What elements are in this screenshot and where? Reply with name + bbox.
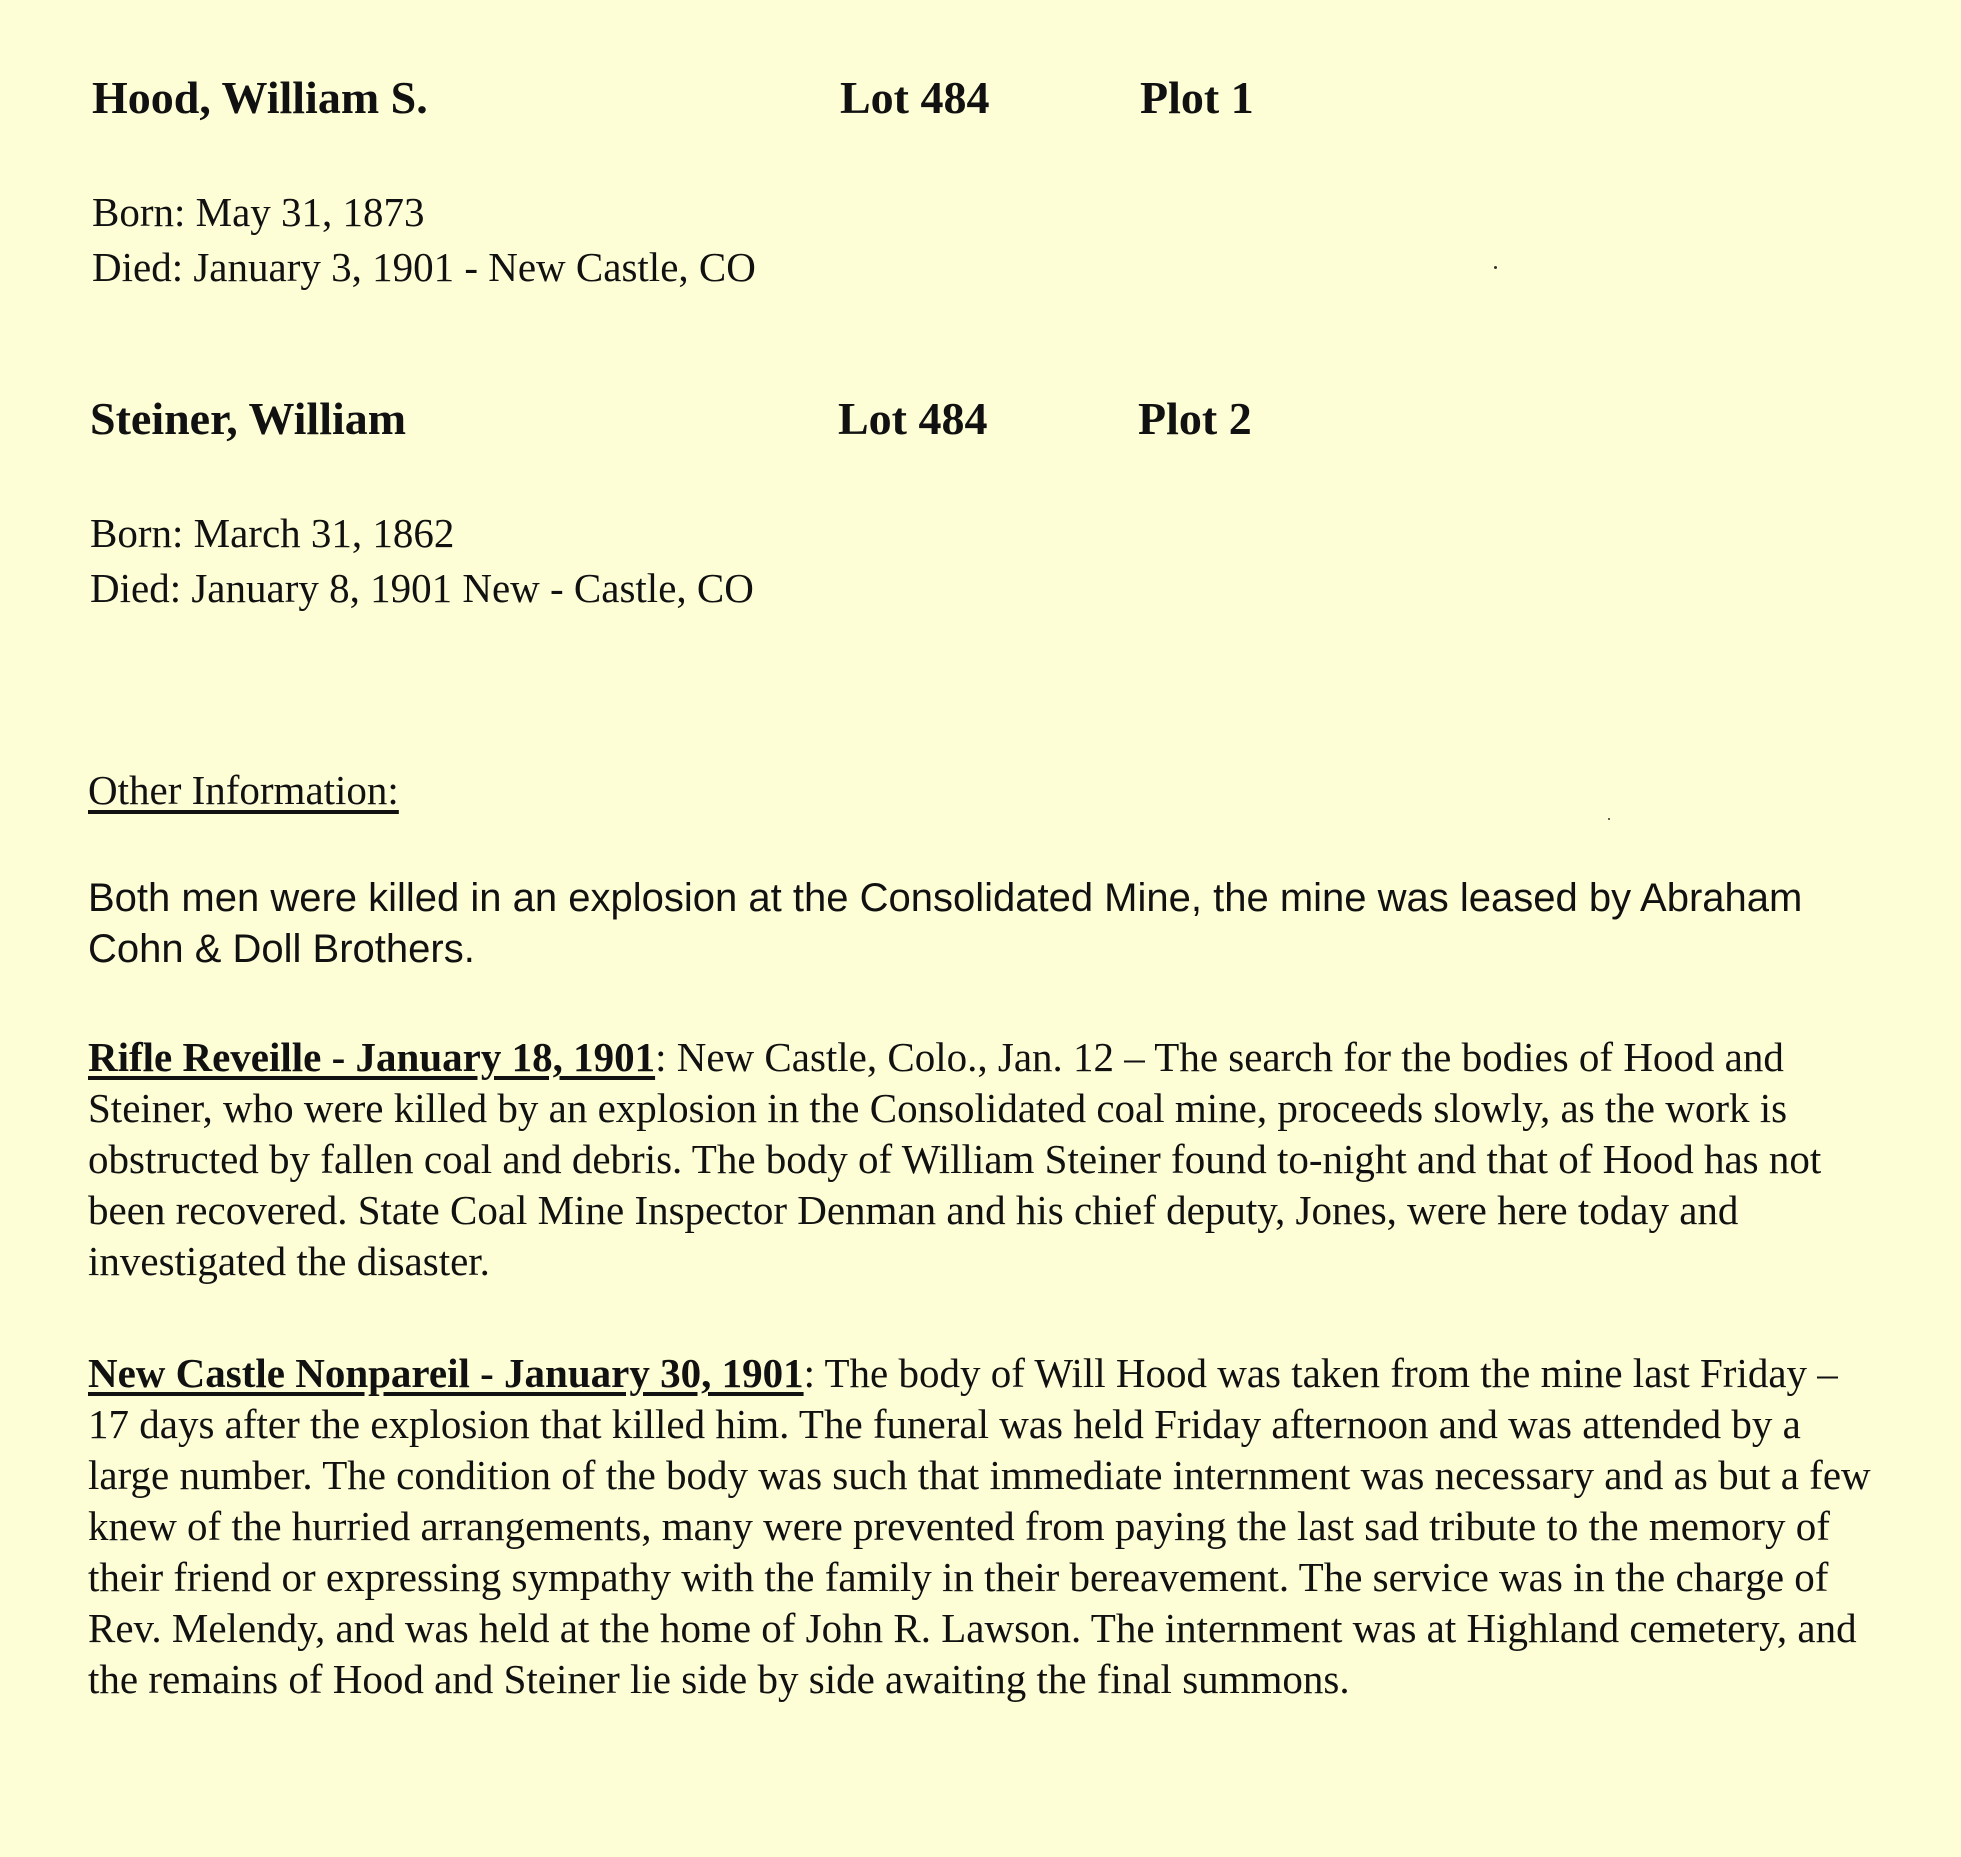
record-plot: Plot 2 — [1138, 393, 1252, 444]
record-died: Died: January 8, 1901 New - Castle, CO — [90, 565, 754, 611]
article-source: New Castle Nonpareil - January 30, 1901 — [88, 1350, 804, 1396]
record-plot: Plot 1 — [1140, 72, 1254, 123]
record-name: Hood, William S. — [92, 72, 428, 123]
article-rifle-reveille — [88, 1032, 1888, 1287]
article-text: New Castle, Colo., Jan. 12 – The search for the bodies of Hood and Steiner, who were killed by an explosion in the Consolidated coal mine, proceeds slowly, as the work is obstructed by fallen coal and debris. The body of William Steiner found to-night and that of Hood has not been recovered. State Coal Mine Inspector Denman and his chief deputy, Jones, were here today and investigated the disaster. — [88, 1034, 1822, 1284]
record-born: Born: May 31, 1873 — [92, 189, 425, 235]
intro-paragraph: Both men were killed in an explosion at the Consolidated Mine, the mine was leased by Abraham Cohn & Doll Brothers. — [88, 876, 1803, 971]
article-separator: : — [655, 1034, 667, 1080]
article-text: The body of Will Hood was taken from the mine last Friday – 17 days after the explosion that killed him. The funeral was held Friday afternoon and was attended by a large number. The condition of the body was such that immediate internment was necessary and as but a few knew of the hurried arrangements, many were prevented from paying the last sad tribute to the memory of their friend or expressing sympathy with the family in their bereavement. The service was in the charge of Rev. Melendy, and was held at the home of John R. Lawson. The internment was at Highland cemetery, and the remains of Hood and Steiner lie side by side awaiting the final summons. — [88, 1350, 1871, 1702]
record-name: Steiner, William — [90, 393, 407, 444]
record-header — [0, 389, 1961, 449]
record-died: Died: January 3, 1901 - New Castle, CO — [92, 244, 756, 290]
burial-record-steiner — [0, 389, 1961, 611]
other-information-heading: Other Information: — [88, 767, 399, 813]
burial-record-hood — [0, 68, 1961, 290]
record-header — [0, 68, 1961, 128]
paper-speck — [1608, 818, 1610, 820]
record-lot: Lot 484 — [838, 393, 988, 444]
record-born: Born: March 31, 1862 — [90, 510, 455, 556]
record-lot: Lot 484 — [840, 72, 990, 123]
article-source: Rifle Reveille - January 18, 1901 — [88, 1034, 656, 1080]
paper-speck — [1494, 266, 1497, 269]
record-dates — [92, 185, 756, 295]
record-dates — [90, 506, 754, 616]
article-separator: : — [803, 1350, 815, 1396]
article-new-castle-nonpareil — [88, 1348, 1878, 1705]
